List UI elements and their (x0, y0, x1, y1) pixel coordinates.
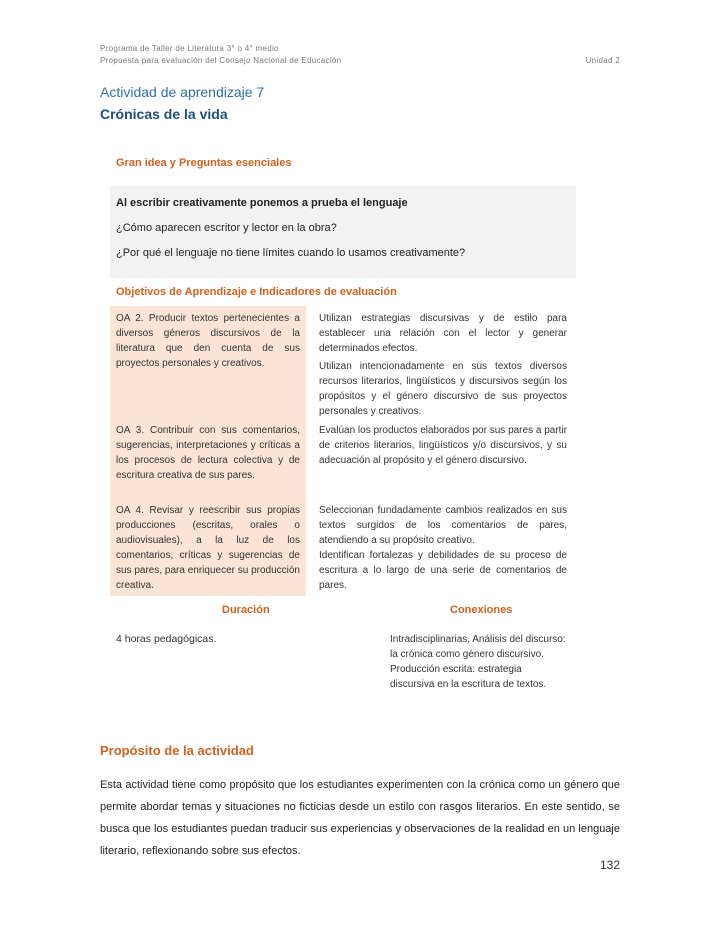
header-program: Programa de Taller de Literatura 3° o 4° medio (100, 44, 279, 53)
header-unit: Unidad 2 (585, 56, 620, 65)
big-idea-heading: Gran idea y Preguntas esenciales (116, 157, 292, 169)
connections-heading: Conexiones (450, 604, 513, 616)
indicator-3a: Evalúan los productos elaborados por sus pares a partir de criterios literarios, lingüísticos y/o discursivos, y su adecuación al propósito y el género discursivo. (319, 425, 567, 466)
duration-heading: Duración (222, 604, 270, 616)
big-idea-box (110, 186, 576, 278)
purpose-paragraph: Esta actividad tiene como propósito que los estudiantes experimenten con la crónica como un género que permite abordar temas y situaciones no ficticias desde un estilo con rasgos literarios. En este sentido, se busca que los estudiantes puedan traducir sus experiencias y observaciones de la realidad en un lenguaje literario, reflexionando sobre sus efectos. (100, 779, 620, 857)
indicator-4b: Identifican fortalezas y debilidades de su proceso de escritura a lo largo de una serie de comentarios de pares. (319, 550, 567, 591)
indicator-2a: Utilizan estrategias discursivas y de estilo para establecer una relación con el lector y generar determinados efectos. (319, 313, 567, 354)
header-proposal: Propuesta para evaluación del Consejo Nacional de Educación (100, 56, 342, 65)
indicator-2b: Utilizan intencionadamente en sus textos diversos recursos literarios, lingüísticos y discursivos según los propósitos y el género discursivo de sus proyectos personales y creativos. (319, 361, 567, 417)
oa-3-text: OA 3. Contribuir con sus comentarios, sugerencias, interpretaciones y críticas a los procesos de lectura colectiva y de escritura creativa de sus pares. (116, 425, 300, 481)
page-number: 132 (599, 858, 620, 872)
activity-title: Crónicas de la vida (100, 106, 228, 122)
indicator-4a: Seleccionan fundadamente cambios realizados en sus textos surgidos de los comentarios de pares, atendiendo a su propósito creativo. (319, 505, 567, 546)
objectives-heading: Objetivos de Aprendizaje e Indicadores de evaluación (116, 286, 397, 298)
oa-4-text: OA 4. Revisar y reescribir sus propias producciones (escritas, orales o audiovisuales), a la luz de los comentarios, críticas y sugerencias de sus pares, para enriquecer su producción creativa. (116, 505, 300, 591)
activity-label: Actividad de aprendizaje 7 (100, 84, 265, 100)
duration-value: 4 horas pedagógicas. (116, 633, 217, 645)
essential-question-2: ¿Por qué el lenguaje no tiene límites cuando lo usamos creativamente? (116, 247, 466, 259)
essential-question-1: ¿Cómo aparecen escritor y lector en la obra? (116, 222, 337, 234)
purpose-heading: Propósito de la actividad (100, 743, 254, 758)
big-idea-statement: Al escribir creativamente ponemos a prueba el lenguaje (116, 197, 408, 209)
oa-2-text: OA 2. Producir textos pertenecientes a diversos géneros discursivos de la literatura que den cuenta de sus proyectos personales y creativos. (116, 313, 300, 369)
connections-value: Intradisciplinarias, Análisis del discurso: la crónica como género discursivo. Producción escrita: estrategia discursiva en la escritura de textos. (390, 634, 566, 690)
